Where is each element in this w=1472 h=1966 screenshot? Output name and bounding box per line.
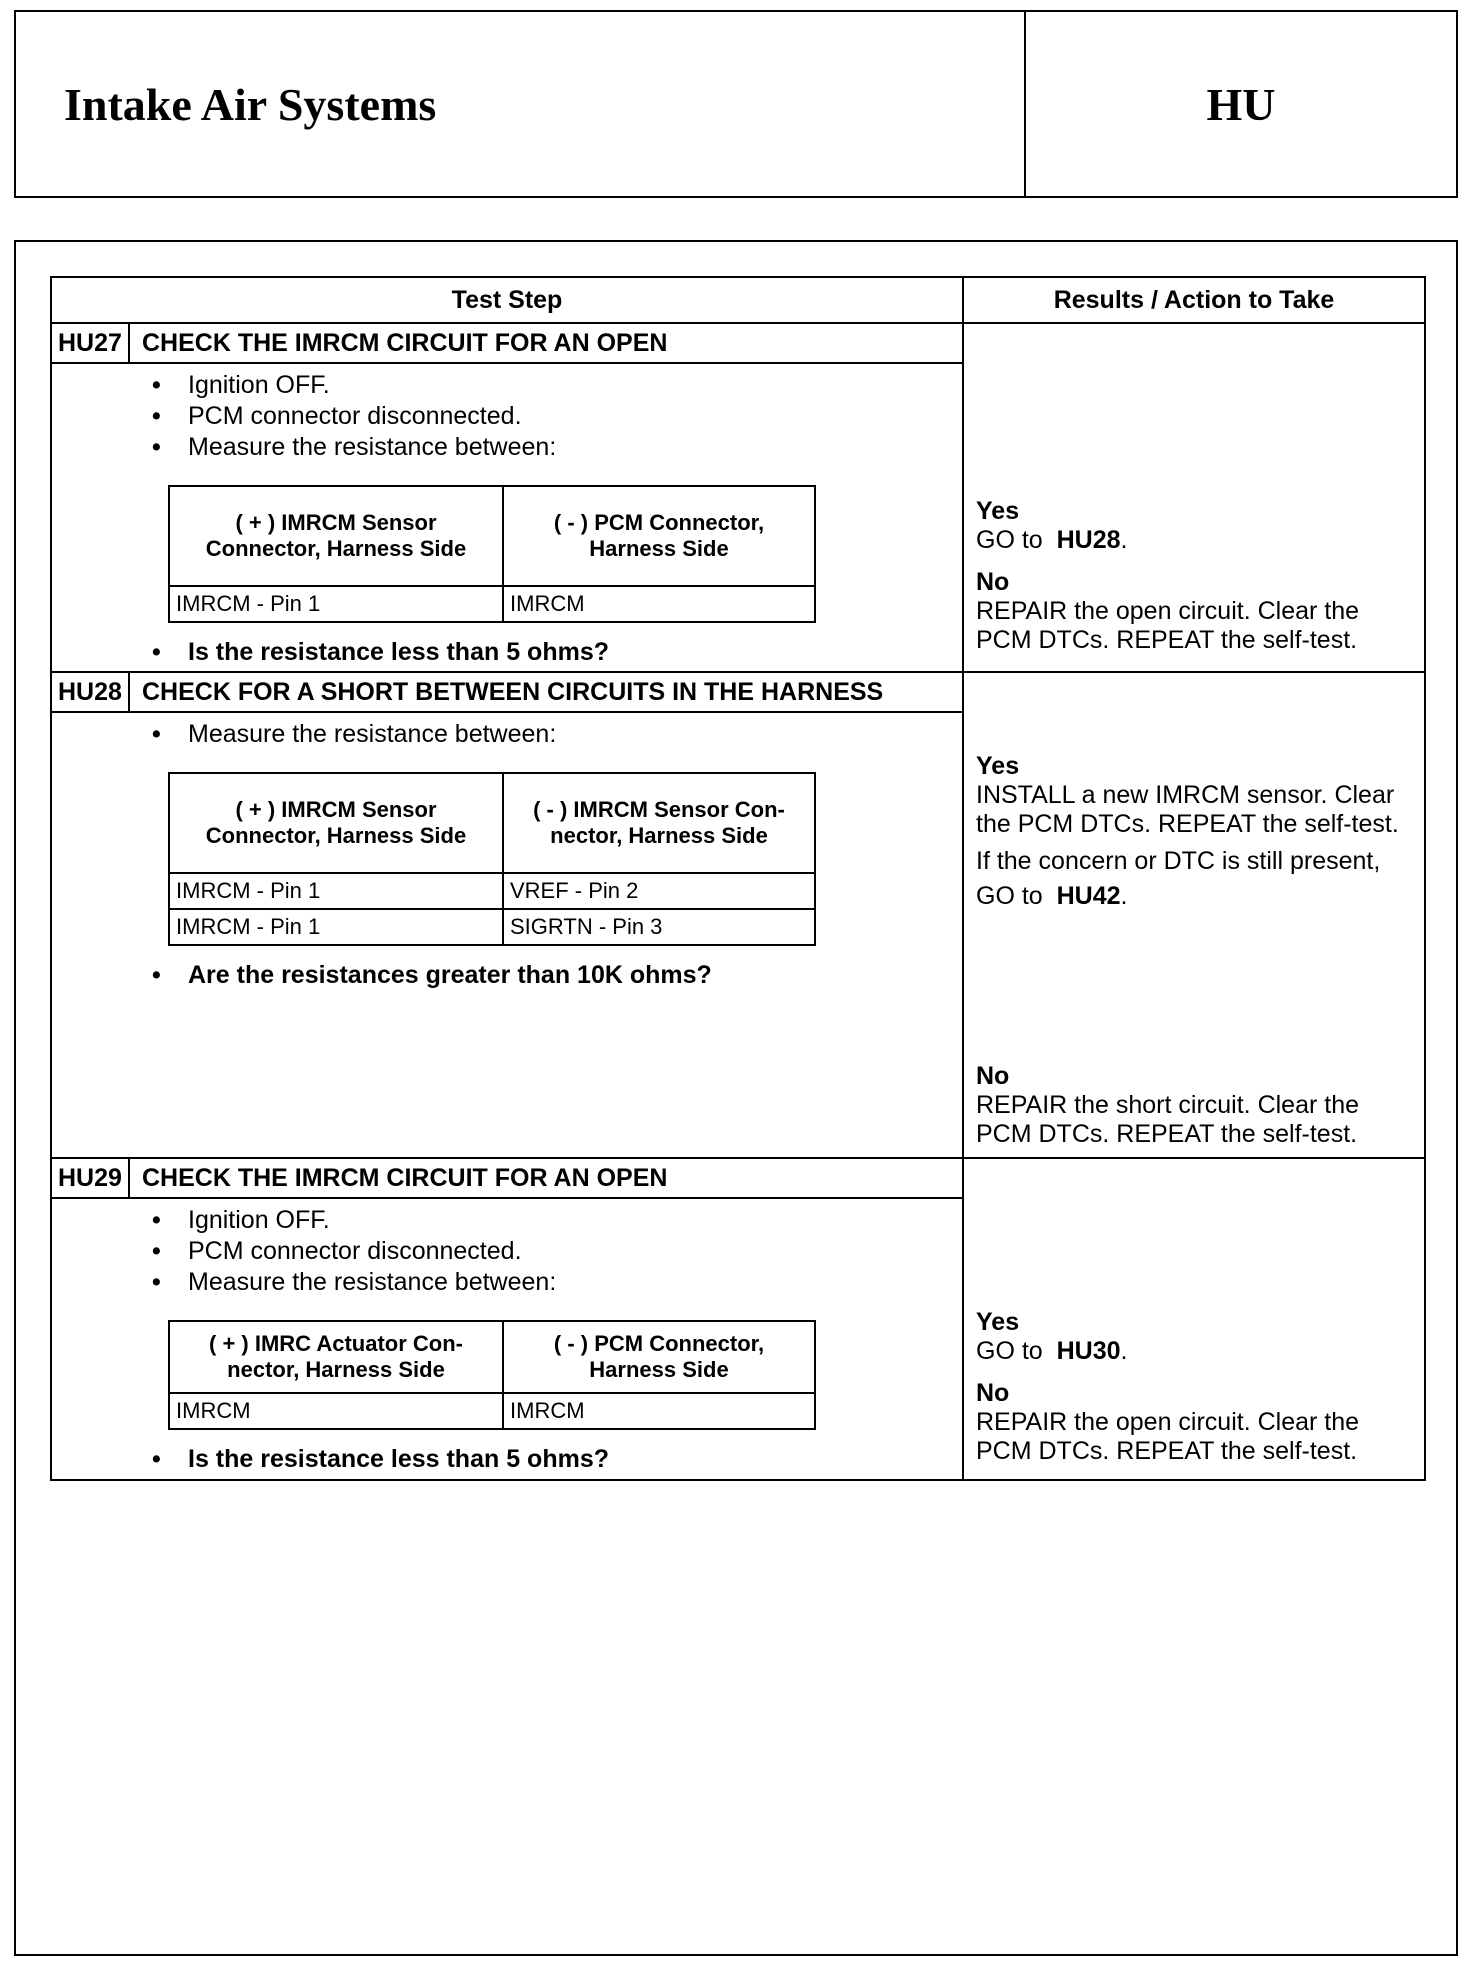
page-header	[14, 10, 1458, 198]
yes-action: INSTALL a new IMRCM sensor. Clear the PCM DTCs. REPEAT the self-test.	[976, 781, 1399, 838]
step-title: CHECK THE IMRCM CIRCUIT FOR AN OPEN	[142, 1164, 668, 1192]
meas-cell: IMRCM - Pin 1	[169, 873, 503, 909]
step-title: CHECK THE IMRCM CIRCUIT FOR AN OPEN	[142, 329, 668, 357]
step-id: HU27	[52, 324, 130, 362]
results-cell	[964, 1159, 1424, 1479]
meas-cell: SIGRTN - Pin 3	[503, 909, 815, 945]
meas-header-negative: ( - ) PCM Connector, Harness Side	[503, 1321, 815, 1393]
no-action: REPAIR the open circuit. Clear the PCM DTCs. REPEAT the self-test.	[976, 1408, 1360, 1465]
yes-action: GO to HU30.	[976, 1337, 1128, 1365]
meas-cell: IMRCM - Pin 1	[169, 909, 503, 945]
no-label: No	[976, 568, 1010, 596]
yes-label: Yes	[976, 497, 1020, 525]
instruction-list	[148, 1205, 962, 1298]
step-title-row	[52, 673, 962, 713]
meas-header-positive: ( + ) IMRC Actuator Con-nector, Harness Side	[169, 1321, 503, 1393]
step-question: • Is the resistance less than 5 ohms?	[148, 1444, 962, 1475]
test-step-hu27	[52, 324, 1424, 673]
section-code: HU	[1024, 12, 1456, 196]
step-id: HU29	[52, 1159, 130, 1197]
meas-cell: IMRCM	[503, 1393, 815, 1429]
test-step-hu28	[52, 673, 1424, 1159]
step-id: HU28	[52, 673, 130, 711]
yes-goto: GO to HU42.	[976, 882, 1128, 910]
step-question: • Are the resistances greater than 10K ohms?	[148, 960, 962, 991]
measurement-table	[168, 485, 816, 623]
meas-header-positive: ( + ) IMRCM Sensor Connector, Harness Side	[169, 773, 503, 873]
instruction-item: • Measure the resistance between:	[148, 719, 962, 750]
instruction-item: • PCM connector disconnected.	[148, 1236, 962, 1267]
step-title-row	[52, 1159, 962, 1199]
meas-header-positive: ( + ) IMRCM Sensor Connector, Harness Side	[169, 486, 503, 586]
results-cell	[964, 324, 1424, 671]
instruction-item: • Measure the resistance between:	[148, 1267, 962, 1298]
meas-cell: IMRCM	[503, 586, 815, 622]
instruction-item: • Ignition OFF.	[148, 1205, 962, 1236]
no-action: REPAIR the open circuit. Clear the PCM DTCs. REPEAT the self-test.	[976, 597, 1360, 654]
instruction-item: • PCM connector disconnected.	[148, 401, 962, 432]
step-title: CHECK FOR A SHORT BETWEEN CIRCUITS IN THE HARNESS	[142, 678, 884, 706]
goto-link[interactable]: HU42	[1056, 882, 1121, 910]
col-test-step-header: Test Step	[52, 278, 964, 322]
no-label: No	[976, 1379, 1010, 1407]
yes-label: Yes	[976, 1308, 1020, 1336]
meas-header-negative: ( - ) IMRCM Sensor Con-nector, Harness Side	[503, 773, 815, 873]
step-question: • Is the resistance less than 5 ohms?	[148, 637, 962, 668]
instruction-list	[148, 370, 962, 463]
no-label: No	[976, 1062, 1010, 1090]
yes-action: GO to HU28.	[976, 526, 1128, 554]
meas-cell: IMRCM	[169, 1393, 503, 1429]
table-header-row	[52, 278, 1424, 324]
measurement-table	[168, 1320, 816, 1430]
content-frame	[14, 240, 1458, 1956]
meas-cell: VREF - Pin 2	[503, 873, 815, 909]
yes-condition: If the concern or DTC is still present,	[976, 847, 1381, 875]
col-results-header: Results / Action to Take	[1053, 285, 1335, 314]
instruction-item: • Measure the resistance between:	[148, 432, 962, 463]
goto-link[interactable]: HU30	[1056, 1337, 1121, 1365]
measurement-table	[168, 772, 816, 946]
test-step-table	[50, 276, 1426, 1481]
no-action: REPAIR the short circuit. Clear the PCM DTCs. REPEAT the self-test.	[976, 1091, 1360, 1148]
yes-label: Yes	[976, 752, 1020, 780]
page-title: Intake Air Systems	[64, 78, 437, 130]
results-cell	[964, 673, 1424, 1157]
goto-link[interactable]: HU28	[1056, 526, 1121, 554]
meas-header-negative: ( - ) PCM Connector, Harness Side	[503, 486, 815, 586]
instruction-list	[148, 719, 962, 750]
meas-cell: IMRCM - Pin 1	[169, 586, 503, 622]
step-title-row	[52, 324, 962, 364]
test-step-hu29	[52, 1159, 1424, 1479]
instruction-item: • Ignition OFF.	[148, 370, 962, 401]
